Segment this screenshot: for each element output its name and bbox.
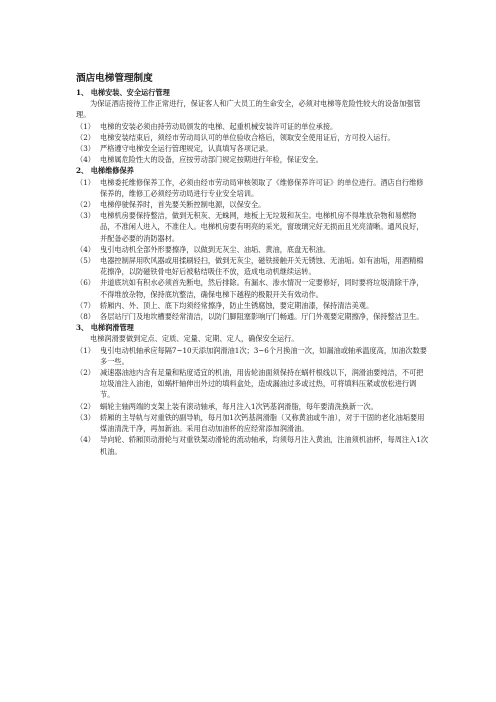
list-item (76, 199, 428, 210)
section-heading: 3、 电梯润滑管理 (76, 323, 134, 333)
list-item-text: 电梯停驶保养时，首先要关断控制电源，以保安全。 (100, 200, 266, 210)
list-item (76, 412, 428, 434)
list-item-number: （2） (76, 132, 95, 142)
list-item-number: （2） (76, 401, 95, 411)
list-item-number: （3） (76, 211, 95, 221)
list-item-text: 导向轮、轿厢顶动滑轮与对重铁架动滑轮的流动轴承，均须每月注入黄油，注油须机油杯，每周注入1次机油。 (100, 435, 429, 456)
list-item (76, 367, 428, 401)
list-item (76, 434, 428, 456)
list-item (76, 154, 428, 165)
list-item-number: （7） (76, 300, 95, 310)
list-item-number: （4） (76, 244, 95, 254)
list-item-number: （1） (76, 177, 95, 187)
list-item-text: 严格遵守电梯安全运行管理规定，认真填写各项记录。 (100, 144, 273, 154)
list-item (76, 143, 428, 154)
list-item-text: 曳引电动机全部外形要擦净，以做到无灰尘、油垢、黄油，底盘无积油。 (100, 244, 331, 254)
list-item-text: 电器控制屏用吹风器或用揉刷轻扫，做到无灰尘，磁铁接触开关无锈蚀、无油垢。如有油垢，用酒精棉花擦净，以防磁铁骨电好后被粘结吸住不放，造成电动机继续运转。 (100, 256, 424, 277)
list-item-number: （8） (76, 312, 95, 322)
list-item-text: 电梯安装结束后，须经市劳动局认可的单位验收合格后，领取安全使用证后，方可投入运行。 (100, 132, 395, 142)
list-item-number: （3） (76, 144, 95, 154)
document-title: 酒店电梯管理制度 (76, 73, 153, 84)
list-item-text: 电梯属危险性大的设备，应按劳动部门规定按期进行年检，保证安全。 (100, 155, 323, 165)
list-item-number: （3） (76, 412, 95, 422)
document-body (76, 87, 428, 457)
section-intro: 电梯润滑要做到定点、定质、定量、定期、定人，确保安全运行。 (90, 334, 299, 344)
list-item-text: 电梯机房要保持整洁，做到无积灰、无蛛网，地板上无垃圾和灰尘。电梯机房不得堆放杂物和易燃物品，不准闲人进入，不准住人。电梯机房要有明亮的采光，窗玻璃完好无损而且光亮清晰。通风良好，并配备必要的消防器材。 (100, 211, 424, 243)
list-item-text: 电梯的安装必须由持劳动局颁发的电梯、起重机械安装许可证的单位承接。 (100, 121, 338, 131)
list-item-number: （2） (76, 200, 95, 210)
list-item (76, 255, 428, 277)
list-item-text: 电梯委托维修保养工作，必须由经市劳动局审核领取了《维修保养许可证》的单位进行。酒店自行维修保养的，维修工必须经劳动局进行专业安全培训。 (100, 177, 424, 198)
list-item-number: （1） (76, 345, 95, 355)
list-item-text: 轿厢内、外、顶上、底下均须经常擦净，防止生锈腐蚀，要定期油漆，保持清洁美观。 (100, 300, 374, 310)
list-item (76, 300, 428, 311)
list-item-number: （1） (76, 121, 95, 131)
list-item (76, 277, 428, 299)
list-item (76, 177, 428, 199)
list-item (76, 121, 428, 132)
list-item-text: 蜗轮主轴两端的支架上装有滚动轴承，每月注入1次钙基润滑脂，每年要清洗换新一次。 (100, 401, 378, 411)
list-item-text: 曳引电动机轴承应每隔7~10天添加润滑油1次；3~6个月换油一次，如漏油或轴承温度高，加油次数要多一些。 (100, 345, 427, 366)
section-heading: 1、 电梯安装、安全运行管理 (76, 88, 170, 97)
list-item-number: （2） (76, 368, 95, 378)
list-item-number: （4） (76, 155, 95, 165)
list-item (76, 401, 428, 412)
list-item-number: （6） (76, 278, 95, 288)
section-heading: 2、 电梯维修保养 (76, 166, 134, 176)
list-item (76, 244, 428, 255)
list-item (76, 132, 428, 143)
list-item (76, 210, 428, 244)
list-item-number: （4） (76, 435, 95, 445)
section-intro: 为保证酒店接待工作正常进行，保证客人和广大员工的生命安全，必须对电梯等危险性较大的设备加强管理。 (76, 99, 421, 120)
list-item-text: 各层站厅门及地坎槽要经常清洁，以防门脚阻塞影响厅门畅通。厅门外观要定期擦净，保持整洁卫生。 (100, 312, 424, 322)
list-item (76, 311, 428, 322)
list-item (76, 345, 428, 367)
list-item-text: 减速器油池内含有足量和粘度适宜的机油，用齿轮油面须保持在蜗杆根线以下，润滑油要纯洁，不可把垃圾油注入油池，如蜗杆轴伸出外过的填料盒处，造成漏油过多或过热，可将填料压紧或放松进行调节。 (100, 368, 424, 400)
list-item-text: 井道底坑如有积水必须首先断电，然后排除。有漏水、渗水情况一定要修好，同时要将垃圾清除干净，不得堆放杂物，保持底坑整洁，确保电梯下越程的极限开关有效动作。 (100, 278, 424, 299)
list-item-text: 轿厢的主导轨与对重铁的副导轨，每月加1次钙基润滑脂（又称黄油或牛油），对于干固的老化油垢要用煤油清洗干净，再加新油。采用自动加油杯的应经常添加润滑油。 (100, 412, 425, 434)
list-item-number: （5） (76, 256, 95, 266)
